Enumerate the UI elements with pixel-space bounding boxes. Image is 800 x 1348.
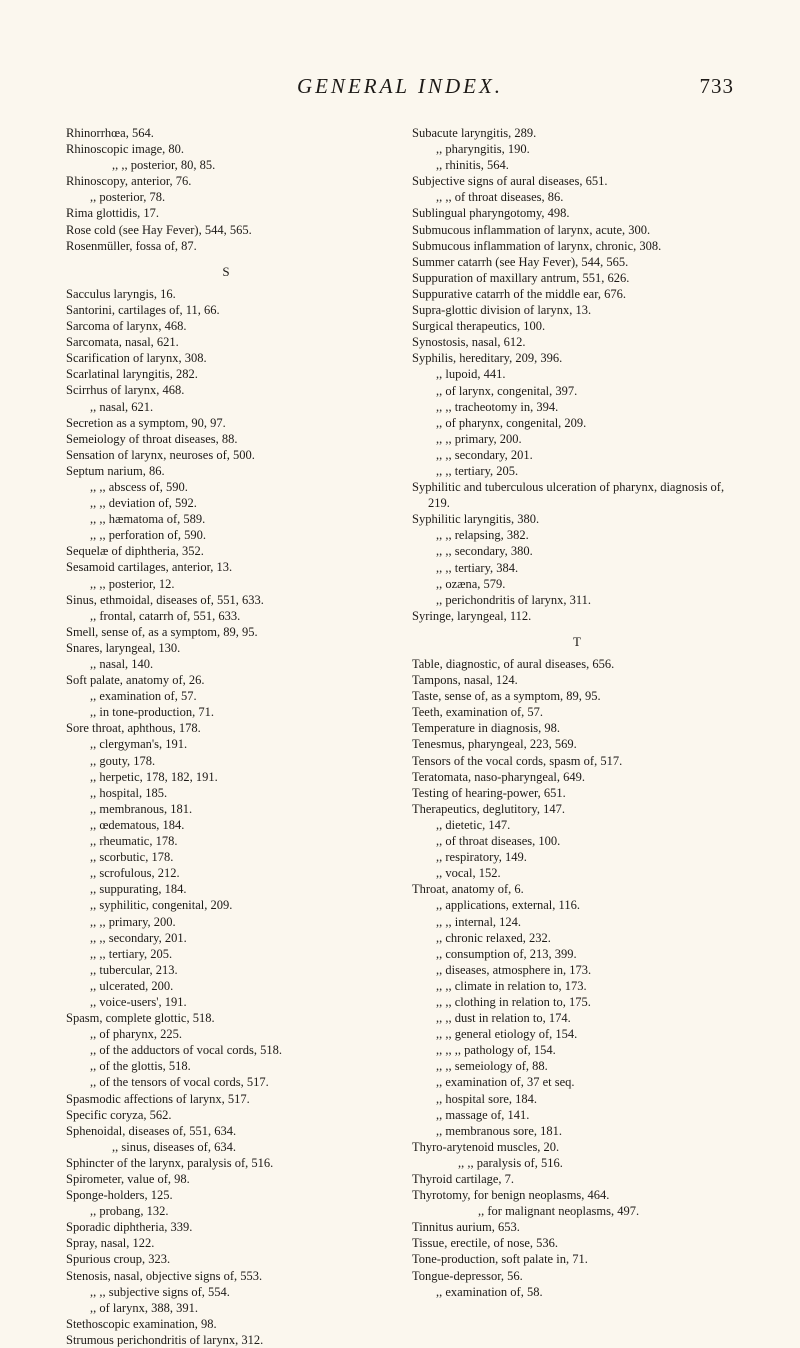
index-entry: ,, of pharynx, 225. <box>90 1027 182 1042</box>
index-entry: Spray, nasal, 122. <box>66 1236 155 1251</box>
index-entry: ,, scrofulous, 212. <box>90 866 180 881</box>
index-entry: Sensation of larynx, neuroses of, 500. <box>66 447 255 462</box>
index-entry: Subacute laryngitis, 289. <box>412 126 537 140</box>
index-entry: ,, of the tensors of vocal cords, 517. <box>90 1075 269 1090</box>
index-entry: ,, ,, abscess of, 590. <box>90 479 188 494</box>
index-entry: ,, ,, clothing in relation to, 175. <box>436 994 591 1009</box>
index-entry: Rosenmüller, fossa of, 87. <box>66 238 197 253</box>
index-entry: Rhinoscopic image, 80. <box>66 142 185 157</box>
index-entry: ,, of the adductors of vocal cords, 518. <box>90 1043 282 1058</box>
index-entry: Tinnitus aurium, 653. <box>412 1220 520 1235</box>
index-entry: Rima glottidis, 17. <box>66 206 160 221</box>
index-entry: ,, œdematous, 184. <box>90 817 185 832</box>
index-entry: ,, chronic relaxed, 232. <box>436 930 551 945</box>
index-entry: Syphilitic and tuberculous ulceration of pharynx, diagnosis of, 219. <box>412 480 725 511</box>
index-entry: ,, ,, semeiology of, 88. <box>436 1059 548 1074</box>
index-entry: ,, ,, secondary, 201. <box>90 930 187 945</box>
index-entry: ,, ,, paralysis of, 516. <box>458 1155 563 1170</box>
index-entry: Secretion as a symptom, 90, 97. <box>66 415 226 430</box>
index-entry: Stethoscopic examination, 98. <box>66 1316 217 1331</box>
index-entry: ,, syphilitic, congenital, 209. <box>90 898 233 913</box>
index-entry: ,, ,, tertiary, 205. <box>436 463 519 478</box>
index-entry: Tensors of the vocal cords, spasm of, 517. <box>412 753 623 768</box>
index-entry: Sesamoid cartilages, anterior, 13. <box>66 560 233 575</box>
index-entry: ,, applications, external, 116. <box>436 898 580 913</box>
index-entry: Sore throat, aphthous, 178. <box>66 721 201 736</box>
index-entry: ,, ,, secondary, 380. <box>436 544 533 559</box>
index-entry: ,, ,, subjective signs of, 554. <box>90 1284 230 1299</box>
index-entry: Throat, anatomy of, 6. <box>412 882 524 897</box>
index-entry: ,, hospital sore, 184. <box>436 1091 538 1106</box>
index-entry: Spasm, complete glottic, 518. <box>66 1011 215 1026</box>
index-entry: Scarlatinal laryngitis, 282. <box>66 367 198 382</box>
index-entry: Spasmodic affections of larynx, 517. <box>66 1091 250 1106</box>
index-entry: Summer catarrh (see Hay Fever), 544, 565. <box>412 254 629 269</box>
index-entry: ,, ,, primary, 200. <box>436 431 522 446</box>
index-entry: ,, perichondritis of larynx, 311. <box>436 592 592 607</box>
index-entry: ,, of larynx, 388, 391. <box>90 1300 198 1315</box>
index-column-left <box>66 125 386 1348</box>
index-entry: Supra-glottic division of larynx, 13. <box>412 303 592 318</box>
index-entry: ,, ,, tracheotomy in, 394. <box>436 399 559 414</box>
index-entry: ,, of throat diseases, 100. <box>436 834 561 849</box>
index-entry: ,, lupoid, 441. <box>436 367 506 382</box>
index-entry: Semeiology of throat diseases, 88. <box>66 431 238 446</box>
index-entry: Submucous inflammation of larynx, acute, 300. <box>412 222 651 237</box>
index-entry: Tampons, nasal, 124. <box>412 673 518 688</box>
index-entry: ,, clergyman's, 191. <box>90 737 188 752</box>
index-entry: Syphilis, hereditary, 209, 396. <box>412 351 563 366</box>
index-entry: Rose cold (see Hay Fever), 544, 565. <box>66 222 252 237</box>
index-entry: ,, rheumatic, 178. <box>90 834 178 849</box>
index-entry: Temperature in diagnosis, 98. <box>412 721 561 736</box>
index-entry: Scarification of larynx, 308. <box>66 351 207 366</box>
index-entry: Spirometer, value of, 98. <box>66 1172 190 1186</box>
index-entry: Sarcoma of larynx, 468. <box>66 319 187 334</box>
index-entry: Santorini, cartilages of, 11, 66. <box>66 302 220 317</box>
index-entry: Specific coryza, 562. <box>66 1107 172 1122</box>
index-entry: ,, hospital, 185. <box>90 785 168 800</box>
index-column-right <box>412 125 742 1300</box>
index-entry: Syphilitic laryngitis, 380. <box>412 512 540 527</box>
index-entry: ,, of larynx, congenital, 397. <box>436 383 578 398</box>
section-letter: S <box>222 263 230 279</box>
index-entry: Rhinoscopy, anterior, 76. <box>66 174 192 189</box>
index-entry: ,, vocal, 152. <box>436 866 501 881</box>
index-entry: Snares, laryngeal, 130. <box>66 640 181 655</box>
index-entry: ,, ,, ,, pathology of, 154. <box>436 1043 556 1058</box>
index-entry: ,, tubercular, 213. <box>90 962 178 977</box>
index-entry: Synostosis, nasal, 612. <box>412 335 526 350</box>
index-entry: Thyro-arytenoid muscles, 20. <box>412 1139 560 1154</box>
index-entry: Scirrhus of larynx, 468. <box>66 383 185 398</box>
index-entry: Sphenoidal, diseases of, 551, 634. <box>66 1123 237 1138</box>
index-entry: ,, probang, 132. <box>90 1204 169 1219</box>
index-entry: ,, examination of, 37 et seq. <box>436 1075 575 1090</box>
index-entry: Thyrotomy, for benign neoplasms, 464. <box>412 1188 610 1203</box>
index-entry: ,, ,, secondary, 201. <box>436 447 533 462</box>
index-entry: Taste, sense of, as a symptom, 89, 95. <box>412 689 601 704</box>
index-entry: ,, sinus, diseases of, 634. <box>112 1139 236 1154</box>
index-entry: Tongue-depressor, 56. <box>412 1268 523 1283</box>
index-entry: ,, massage of, 141. <box>436 1107 530 1122</box>
index-entry: ,, ,, general etiology of, 154. <box>436 1027 578 1042</box>
index-entry: Syringe, laryngeal, 112. <box>412 608 532 623</box>
index-entry: ,, ,, tertiary, 205. <box>90 946 173 961</box>
index-entry: ,, rhinitis, 564. <box>436 158 509 173</box>
index-entry: Testing of hearing-power, 651. <box>412 785 566 800</box>
index-entry: Smell, sense of, as a symptom, 89, 95. <box>66 624 258 639</box>
index-entry: Teratomata, naso-pharyngeal, 649. <box>412 769 586 784</box>
index-entry: Surgical therapeutics, 100. <box>412 319 546 334</box>
index-entry: ,, ozæna, 579. <box>436 576 506 591</box>
index-entry: ,, ,, internal, 124. <box>436 914 522 929</box>
index-entry: Strumous perichondritis of larynx, 312. <box>66 1332 264 1347</box>
index-entry: ,, suppurating, 184. <box>90 882 187 897</box>
index-entry: ,, frontal, catarrh of, 551, 633. <box>90 608 241 623</box>
index-entry: ,, membranous sore, 181. <box>436 1123 563 1138</box>
index-entry: ,, gouty, 178. <box>90 753 156 768</box>
index-entry: ,, ,, posterior, 12. <box>90 576 175 591</box>
index-entry: ,, respiratory, 149. <box>436 850 527 865</box>
index-entry: Suppurative catarrh of the middle ear, 676. <box>412 286 627 301</box>
index-entry: ,, in tone-production, 71. <box>90 705 214 720</box>
page-header <box>66 74 734 104</box>
index-entry: ,, diseases, atmosphere in, 173. <box>436 962 592 977</box>
index-entry: Soft palate, anatomy of, 26. <box>66 673 205 688</box>
index-entry: Sinus, ethmoidal, diseases of, 551, 633. <box>66 592 264 607</box>
index-entry: Sponge-holders, 125. <box>66 1188 173 1203</box>
index-entry: Table, diagnostic, of aural diseases, 656. <box>412 657 615 671</box>
index-entry: Therapeutics, deglutitory, 147. <box>412 801 565 816</box>
index-entry: ,, nasal, 621. <box>90 399 154 414</box>
index-entry: ,, nasal, 140. <box>90 657 154 671</box>
index-entry: Suppuration of maxillary antrum, 551, 626. <box>412 270 630 285</box>
index-entry: Tissue, erectile, of nose, 536. <box>412 1236 559 1251</box>
index-entry: ,, ,, tertiary, 384. <box>436 560 519 575</box>
running-title: GENERAL INDEX. <box>296 74 504 98</box>
index-entry: Submucous inflammation of larynx, chronic, 308. <box>412 238 662 253</box>
index-entry: Sequelæ of diphtheria, 352. <box>66 544 204 559</box>
index-entry: Sphincter of the larynx, paralysis of, 516. <box>66 1155 274 1170</box>
index-entry: Subjective signs of aural diseases, 651. <box>412 174 608 189</box>
index-entry: ,, ,, primary, 200. <box>90 914 176 929</box>
index-entry: ,, ,, posterior, 80, 85. <box>112 158 216 173</box>
index-entry: ,, examination of, 58. <box>436 1284 543 1299</box>
section-letter: T <box>573 633 581 649</box>
index-entry: Spurious croup, 323. <box>66 1252 171 1267</box>
index-entry: Tenesmus, pharyngeal, 223, 569. <box>412 737 577 752</box>
index-entry: ,, of the glottis, 518. <box>90 1059 191 1074</box>
index-entry: ,, scorbutic, 178. <box>90 850 174 865</box>
index-entry: ,, dietetic, 147. <box>436 817 511 832</box>
index-entry: Tone-production, soft palate in, 71. <box>412 1252 588 1267</box>
index-entry: ,, herpetic, 178, 182, 191. <box>90 769 218 784</box>
index-entry: ,, ,, of throat diseases, 86. <box>436 190 564 205</box>
index-entry: ,, examination of, 57. <box>90 689 197 704</box>
index-entry: ,, of pharynx, congenital, 209. <box>436 415 587 430</box>
index-entry: Sarcomata, nasal, 621. <box>66 335 179 350</box>
index-entry: Stenosis, nasal, objective signs of, 553. <box>66 1268 263 1283</box>
index-entry: ,, ,, deviation of, 592. <box>90 496 197 511</box>
index-entry: ,, ,, hæmatoma of, 589. <box>90 512 206 527</box>
index-entry: ,, ,, climate in relation to, 173. <box>436 978 587 993</box>
index-entry: Septum narium, 86. <box>66 463 165 478</box>
index-entry: ,, ,, relapsing, 382. <box>436 528 529 543</box>
index-entry: ,, ,, perforation of, 590. <box>90 528 206 543</box>
index-entry: Sublingual pharyngotomy, 498. <box>412 206 570 221</box>
index-entry: ,, posterior, 78. <box>90 190 166 205</box>
index-entry: Sacculus laryngis, 16. <box>66 286 176 301</box>
index-entry: ,, voice-users', 191. <box>90 994 187 1009</box>
index-entry: Sporadic diphtheria, 339. <box>66 1220 193 1235</box>
index-entry: Thyroid cartilage, 7. <box>412 1172 515 1186</box>
page-number: 733 <box>699 74 734 98</box>
index-entry: ,, ,, dust in relation to, 174. <box>436 1011 571 1026</box>
index-entry: ,, membranous, 181. <box>90 801 193 816</box>
index-entry: Teeth, examination of, 57. <box>412 705 544 720</box>
index-entry: ,, consumption of, 213, 399. <box>436 946 577 961</box>
index-entry: ,, for malignant neoplasms, 497. <box>478 1204 640 1219</box>
index-entry: ,, ulcerated, 200. <box>90 978 174 993</box>
index-entry: ,, pharyngitis, 190. <box>436 142 530 157</box>
index-entry: Rhinorrhœa, 564. <box>66 126 154 140</box>
